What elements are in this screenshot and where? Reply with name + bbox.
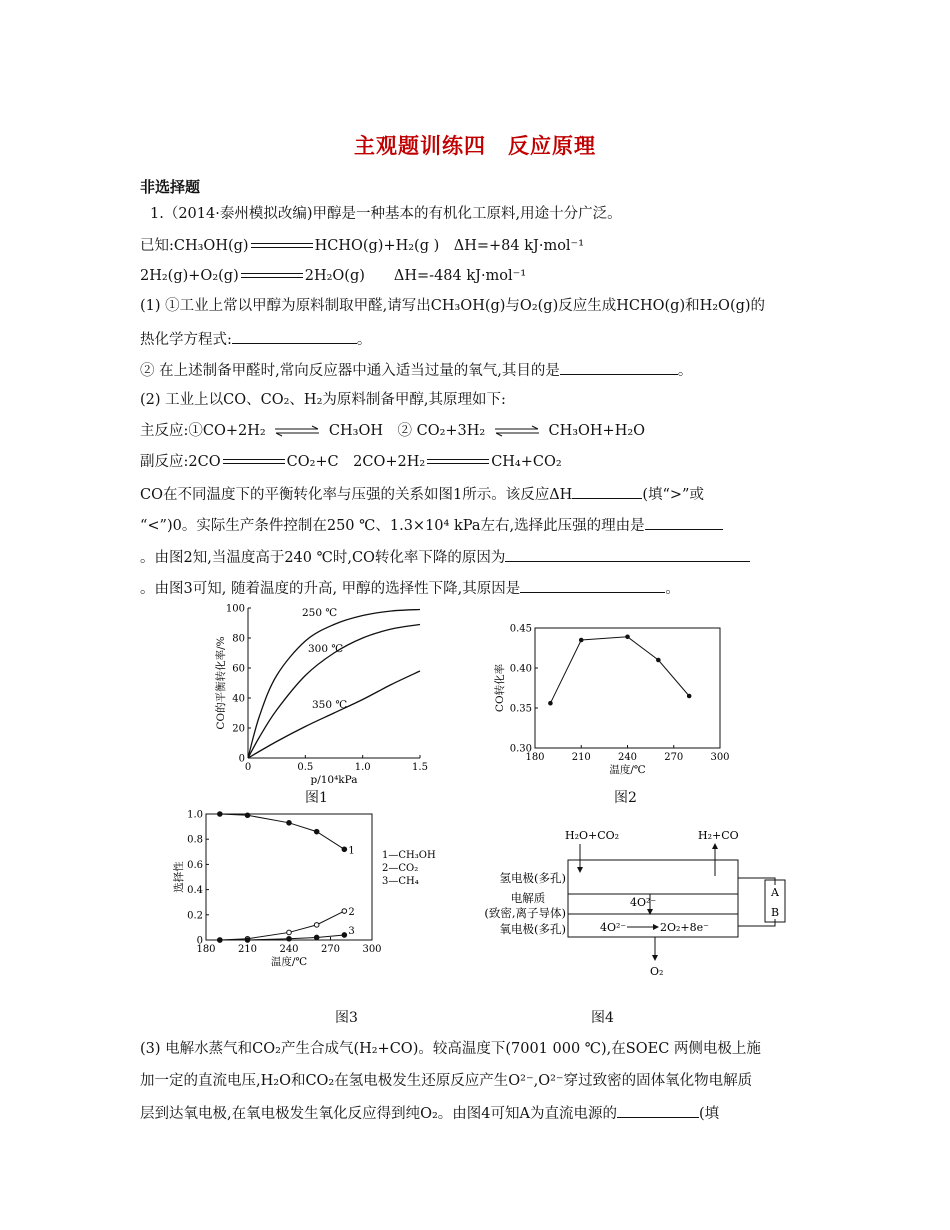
x-tick-label: 240 [279, 944, 299, 955]
x-tick-label: 1.5 [412, 762, 428, 773]
page-title: 主观题训练四 反应原理 [354, 134, 596, 158]
y-tick-label: 0.4 [187, 885, 203, 897]
electrolyte-sub-label: (致密,离子导体) [484, 906, 566, 920]
x-tick-label: 270 [320, 944, 341, 955]
legend-entry: 1—CH₃OH [382, 850, 436, 861]
data-point [625, 635, 630, 640]
legend-entry: 2—CO₂ [382, 863, 419, 874]
data-point [342, 909, 347, 914]
plot-frame [206, 814, 372, 940]
series-label: 250 ℃ [302, 607, 338, 619]
figure-4-diagram [470, 820, 790, 980]
x-tick-label: 270 [664, 752, 684, 763]
answer-blank[interactable] [617, 1102, 699, 1118]
question-line-5: “<”)0。实际生产条件控制在250 ℃、1.3×10⁴ kPa左右,选择此压强的理由是 [140, 514, 723, 536]
data-point [342, 847, 347, 852]
figure-1-chart [210, 600, 428, 786]
data-point [287, 821, 292, 826]
figure-1-caption: 图1 [305, 790, 328, 806]
x-tick-label: 0 [244, 762, 252, 773]
question-3-line-2: 加一定的直流电压,H₂O和CO₂在氢电极发生还原反应产生O²⁻,O²⁻穿过致密的固体氧化物电解质 [140, 1073, 753, 1089]
y-tick-label: 0.2 [187, 910, 203, 922]
answer-blank[interactable] [520, 577, 665, 593]
y-tick-label: 40 [232, 693, 245, 705]
equilibrium-sign [251, 242, 313, 250]
answer-blank[interactable] [560, 359, 678, 375]
answer-blank[interactable] [505, 546, 750, 562]
main-reactions: 主反应:①CO+2H₂ CH₃OH ② CO₂+3H₂ CH₃OH+H₂O [140, 423, 646, 439]
part-1-question-2: ② 在上述制备甲醛时,常向反应器中通入适当过量的氧气,其目的是 。 [140, 359, 692, 381]
data-point [287, 936, 292, 941]
known-equation-1: 已知:CH₃OH(g) HCHO(g)+H₂(g ) ΔH=+84 kJ·mol⁻¹ [140, 238, 585, 254]
section-heading: 非选择题 [140, 178, 201, 196]
data-point [656, 658, 661, 663]
question-line-4: CO在不同温度下的平衡转化率与压强的关系如图1所示。该反应ΔH (填“>”或 [140, 483, 704, 505]
x-tick-label: 180 [196, 944, 216, 955]
series-number: 3 [348, 925, 355, 937]
side-reactions: 副反应:2CO CO₂+C 2CO+2H₂ CH₄+CO₂ [140, 454, 562, 470]
data-point [218, 938, 223, 943]
x-tick-label: 210 [237, 944, 258, 955]
y-tick-label: 0.40 [509, 663, 532, 675]
question-line-7: 。由图3可知, 随着温度的升高, 甲醇的选择性下降,其原因是 。 [140, 577, 680, 599]
equilibrium-sign [427, 458, 489, 466]
y-tick-label: 1.0 [187, 809, 203, 821]
y-axis-label: CO转化率 [494, 663, 506, 713]
x-tick-label: 300 [710, 752, 730, 763]
question-1-intro: 1.（2014·泰州模拟改编)甲醇是一种基本的有机化工原料,用途十分广泛。 [150, 206, 622, 222]
question-line-6: 。由图2知,当温度高于240 ℃时,CO转化率下降的原因为 [140, 546, 750, 568]
known-equation-2: 2H₂(g)+O₂(g) 2H₂O(g) ΔH=-484 kJ·mol⁻¹ [140, 268, 527, 284]
answer-blank[interactable] [572, 483, 642, 499]
part-2-intro: (2) 工业上以CO、CO₂、H₂为原料制备甲醇,其原理如下: [140, 392, 506, 408]
outlet-label: H₂+CO [698, 829, 739, 842]
y-tick-label: 0 [238, 753, 245, 765]
data-point [245, 813, 250, 818]
series-line-1 [220, 814, 344, 849]
reversible-arrow-icon [494, 426, 540, 436]
series-number: 2 [348, 907, 355, 919]
oxygen-evolution-reaction: 2O₂+8e⁻ [660, 921, 709, 934]
electrolyte-label: 电解质 [510, 891, 546, 905]
data-point [314, 923, 319, 928]
x-tick-label: 1.0 [354, 762, 371, 773]
question-3-line-3: 层到达氧电极,在氧电极发生氧化反应得到纯O₂。由图4可知A为直流电源的 (填 [140, 1102, 719, 1124]
y-tick-label: 60 [232, 663, 245, 675]
answer-blank[interactable] [232, 328, 357, 344]
y-tick-label: 100 [225, 603, 245, 615]
series-label: 300 ℃ [308, 643, 344, 655]
equilibrium-sign [241, 272, 303, 280]
reversible-arrow-icon [274, 426, 320, 436]
oxygen-electrode-label: 氧电极(多孔) [499, 922, 566, 936]
x-tick-label: 0.5 [297, 762, 314, 773]
y-tick-label: 0 [196, 935, 203, 947]
data-point [287, 930, 292, 935]
inlet-label: H₂O+CO₂ [565, 829, 620, 842]
series-label: 350 ℃ [312, 699, 348, 711]
series-line-2 [220, 911, 344, 940]
y-axis-label: CO的平衡转化率/% [215, 636, 227, 730]
part-1-answer-line: 热化学方程式: 。 [140, 328, 371, 350]
y-tick-label: 80 [232, 633, 245, 645]
data-point [687, 694, 692, 699]
x-tick-label: 300 [362, 944, 382, 955]
data-point [314, 829, 319, 834]
x-tick-label: 210 [571, 752, 591, 763]
y-tick-label: 20 [232, 723, 245, 735]
y-tick-label: 0.35 [509, 703, 532, 715]
x-tick-label: 180 [525, 752, 545, 763]
data-point [245, 938, 250, 943]
y-tick-label: 0.45 [509, 623, 532, 635]
power-terminal-b: B [770, 906, 780, 919]
data-point [342, 933, 347, 938]
series-line [550, 637, 689, 703]
figure-2-chart [485, 618, 735, 780]
x-tick-label: 240 [617, 752, 638, 763]
figure-3-chart [170, 810, 445, 975]
hydrogen-electrode-label: 氢电极(多孔) [499, 871, 566, 885]
x-axis-label: p/10⁴kPa [310, 774, 358, 786]
x-axis-label: 温度/℃ [270, 956, 308, 968]
data-point [314, 935, 319, 940]
series-number: 1 [348, 845, 355, 857]
data-point [579, 638, 584, 643]
part-1-prompt: (1) ①工业上常以甲醇为原料制取甲醛,请写出CH₃OH(g)与O₂(g)反应生成HCHO(g)和H₂O(g)的 [140, 298, 766, 314]
ion-label: 4O²⁻ [630, 896, 657, 909]
answer-blank[interactable] [645, 514, 723, 530]
figure-4-caption: 图4 [591, 1010, 614, 1026]
y-tick-label: 0.6 [187, 859, 203, 871]
data-point [548, 701, 553, 706]
ion-label-oxygen-side: 4O²⁻ [600, 921, 627, 934]
x-axis-label: 温度/℃ [609, 764, 646, 776]
power-terminal-a: A [771, 886, 779, 899]
figure-2-caption: 图2 [614, 790, 637, 806]
equilibrium-sign [223, 458, 285, 466]
oxygen-outlet-label: O₂ [650, 965, 664, 978]
data-point [218, 812, 223, 817]
y-axis-label: 选择性 [173, 861, 185, 893]
plot-frame [535, 628, 720, 748]
y-tick-label: 0.8 [187, 834, 203, 846]
figure-3-caption: 图3 [335, 1010, 358, 1026]
y-tick-label: 0.30 [509, 743, 532, 755]
question-3-line-1: (3) 电解水蒸气和CO₂产生合成气(H₂+CO)。较高温度下(7001 000 ℃),在SOEC 两侧电极上施 [140, 1041, 761, 1057]
legend-entry: 3—CH₄ [382, 876, 419, 887]
